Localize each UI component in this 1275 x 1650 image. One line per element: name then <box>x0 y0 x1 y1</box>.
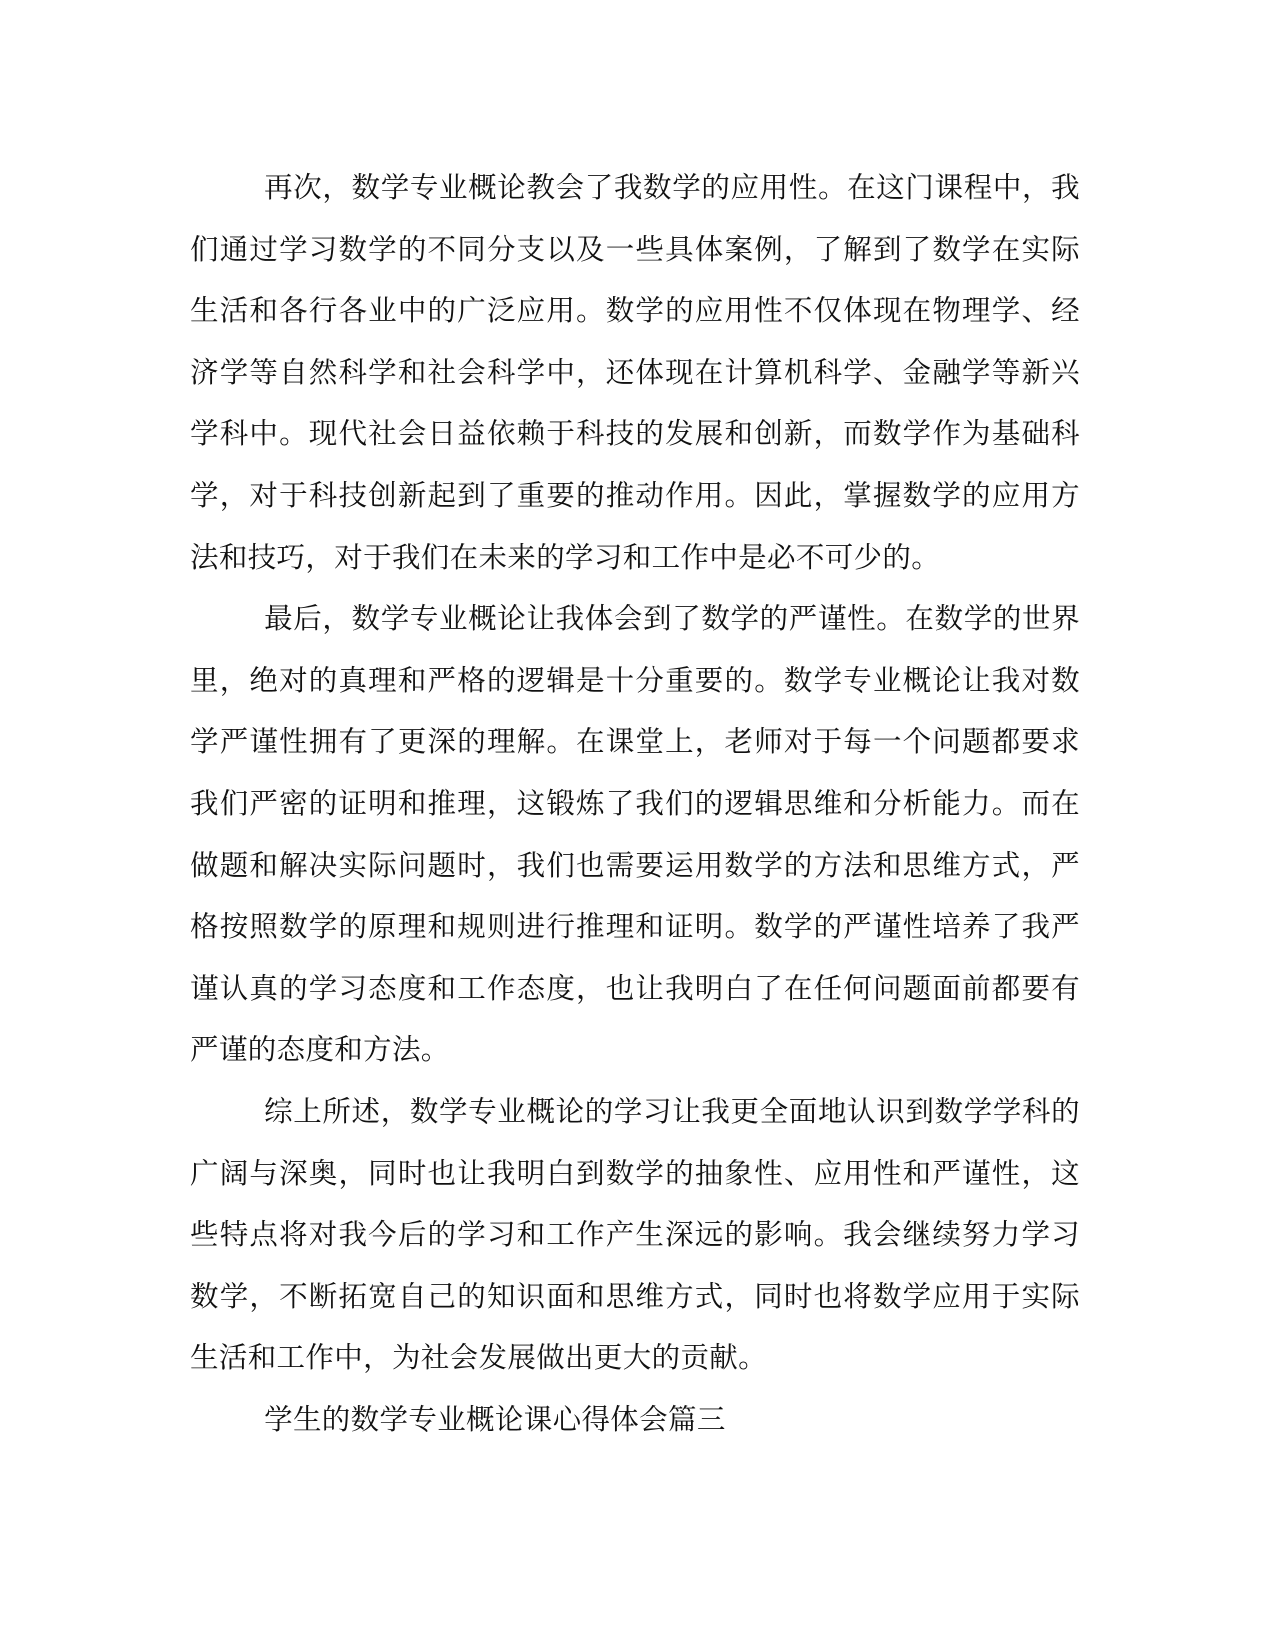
paragraph-application: 再次，数学专业概论教会了我数学的应用性。在这门课程中，我们通过学习数学的不同分支以及一些具体案例，了解到了数学在实际生活和各行各业中的广泛应用。数学的应用性不仅体现在物理学、经济学等自然科学和社会科学中，还体现在计算机科学、金融学等新兴学科中。现代社会日益依赖于科技的发展和创新，而数学作为基础科学，对于科技创新起到了重要的推动作用。因此，掌握数学的应用方法和技巧，对于我们在未来的学习和工作中是必不可少的。 <box>190 171 1080 574</box>
paragraph-conclusion: 综上所述，数学专业概论的学习让我更全面地认识到数学学科的广阔与深奥，同时也让我明白到数学的抽象性、应用性和严谨性，这些特点将对我今后的学习和工作产生深远的影响。我会继续努力学习数学，不断拓宽自己的知识面和思维方式，同时也将数学应用于实际生活和工作中，为社会发展做出更大的贡献。 <box>190 1094 1080 1375</box>
paragraph-rigor: 最后，数学专业概论让我体会到了数学的严谨性。在数学的世界里，绝对的真理和严格的逻辑是十分重要的。数学专业概论让我对数学严谨性拥有了更深的理解。在课堂上，老师对于每一个问题都要求我们严密的证明和推理，这锻炼了我们的逻辑思维和分析能力。而在做题和解决实际问题时，我们也需要运用数学的方法和思维方式，严格按照数学的原理和规则进行推理和证明。数学的严谨性培养了我严谨认真的学习态度和工作态度，也让我明白了在任何问题面前都要有严谨的态度和方法。 <box>190 602 1080 1067</box>
section-heading: 学生的数学专业概论课心得体会篇三 <box>264 1402 726 1436</box>
document-body <box>190 157 1080 1450</box>
